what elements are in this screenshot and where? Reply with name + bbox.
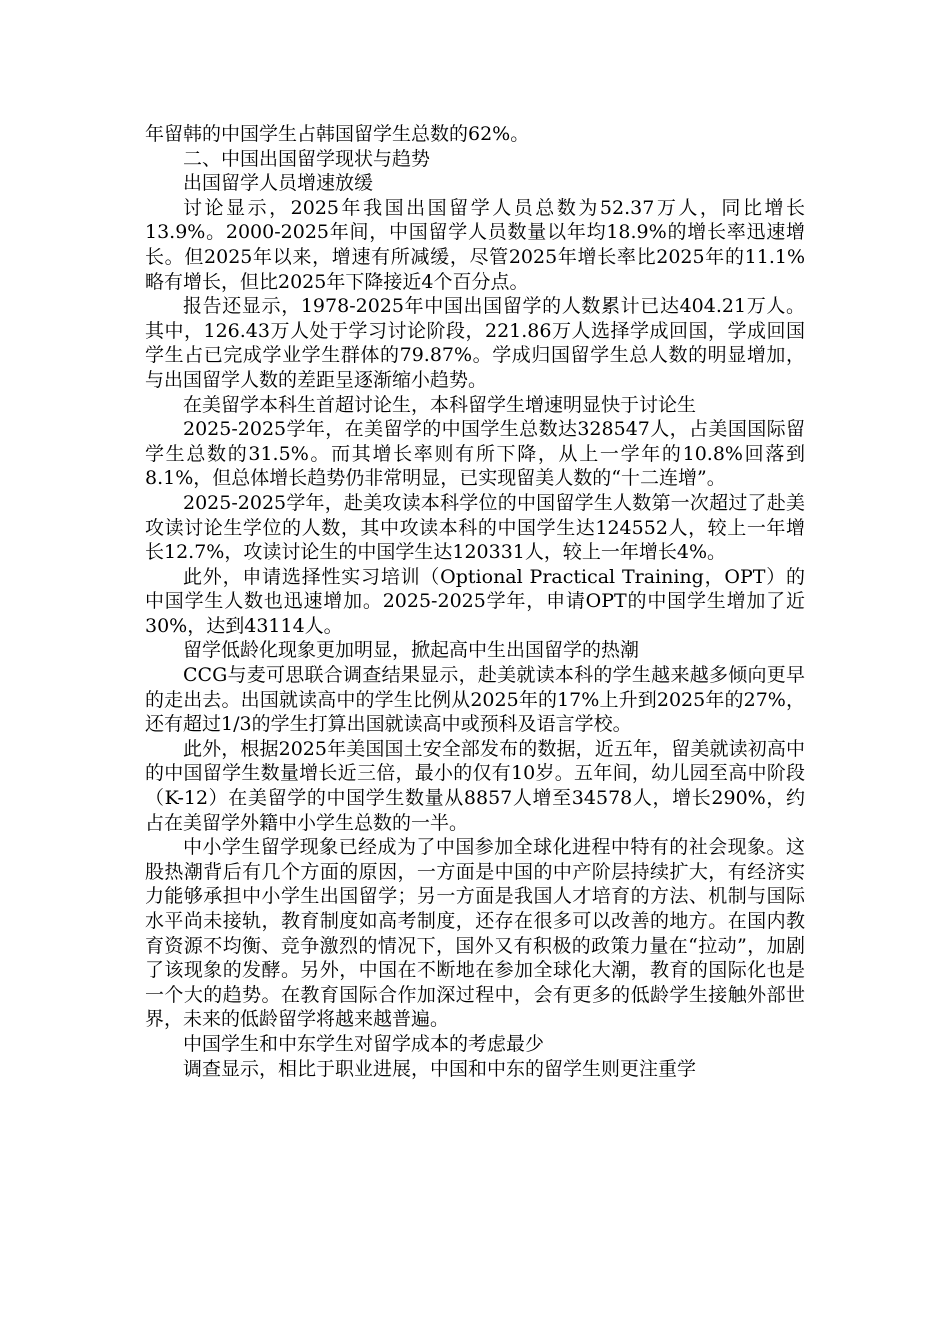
paragraph-opt: 此外，申请选择性实习培训（Optional Practical Training，OPT）的中国学生人数也迅速增加。2025-2025学年，申请OPT的中国学生增加了近30%，达到43114人。 [145, 565, 805, 637]
subheading-cost-consideration: 中国学生和中东学生对留学成本的考虑最少 [183, 1032, 545, 1055]
paragraph-us-total: 2025-2025学年，在美留学的中国学生总数达328547人，占美国国际留学生总数的31.5%。而其增长率则有所下降，从上一学年的10.8%回落到8.1%，但总体增长趋势仍非常明显，已实现留美人数的“十二连增”。 [145, 418, 805, 490]
paragraph-cumulative: 报告还显示，1978-2025年中国出国留学的人数累计已达404.21万人。其中，126.43万人处于学习讨论阶段，221.86万人选择学成回国，学成回国学生占已完成学业学生群体的79.87%。学成归国留学生总人数的明显增加，与出国留学人数的差距呈逐渐缩小趋势。 [145, 295, 805, 391]
document-page [145, 122, 805, 1081]
subheading-growth-slowdown: 出国留学人员增速放缓 [183, 172, 374, 195]
paragraph-continuation: 年留韩的中国学生占韩国留学生总数的62%。 [145, 123, 530, 145]
subheading-undergrad-surpass: 在美留学本科生首超讨论生，本科留学生增速明显快于讨论生 [183, 393, 697, 416]
section-heading: 二、中国出国留学现状与趋势 [183, 147, 431, 170]
subheading-younger-students: 留学低龄化现象更加明显，掀起高中生出国留学的热潮 [183, 639, 640, 662]
paragraph-undergrad-count: 2025-2025学年，赴美攻读本科学位的中国留学生人数第一次超过了赴美攻读讨论生学位的人数，其中攻读本科的中国学生达124552人，较上一年增长12.7%，攻读讨论生的中国学生达120331人，较上一年增长4%。 [145, 491, 805, 564]
paragraph-dhs-data: 此外，根据2025年美国国土安全部发布的数据，近五年，留美就读初高中的中国留学生数量增长近三倍，最小的仅有10岁。五年间，幼儿园至高中阶段（K-12）在美留学的中国学生数量从8857人增至34578人，增长290%，约占在美留学外籍中小学生总数的一半。 [145, 737, 805, 834]
paragraph-total-students: 讨论显示，2025年我国出国留学人员总数为52.37万人，同比增长13.9%。2000-2025年间，中国留学人员数量以年均18.9%的增长率迅速增长。但2025年以来，增速有所减缓，尽管2025年增长率比2025年的11.1%略有增长，但比2025年下降接近4个百分点。 [145, 196, 805, 293]
paragraph-k12-phenomenon: 中小学生留学现象已经成为了中国参加全球化进程中特有的社会现象。这股热潮背后有几个方面的原因，一方面是中国的中产阶层持续扩大，有经济实力能够承担中小学生出国留学；另一方面是我国人才培育的方法、机制与国际水平尚未接轨，教育制度如高考制度，还存在很多可以改善的地方。在国内教育资源不均衡、竞争激烈的情况下，国外又有积极的政策力量在“拉动”，加剧了该现象的发酵。另外，中国在不断地在参加全球化大潮，教育的国际化也是一个大的趋势。在教育国际合作加深过程中，会有更多的低龄学生接触外部世界，未来的低龄留学将越来越普遍。 [145, 836, 805, 1031]
paragraph-survey-career: 调查显示，相比于职业进展，中国和中东的留学生则更注重学 [183, 1057, 697, 1080]
paragraph-ccg-survey: CCG与麦可思联合调查结果显示，赴美就读本科的学生越来越多倾向更早的走出去。出国就读高中的学生比例从2025年的17%上升到2025年的27%，还有超过1/3的学生打算出国就读高中或预科及语言学校。 [145, 664, 805, 736]
